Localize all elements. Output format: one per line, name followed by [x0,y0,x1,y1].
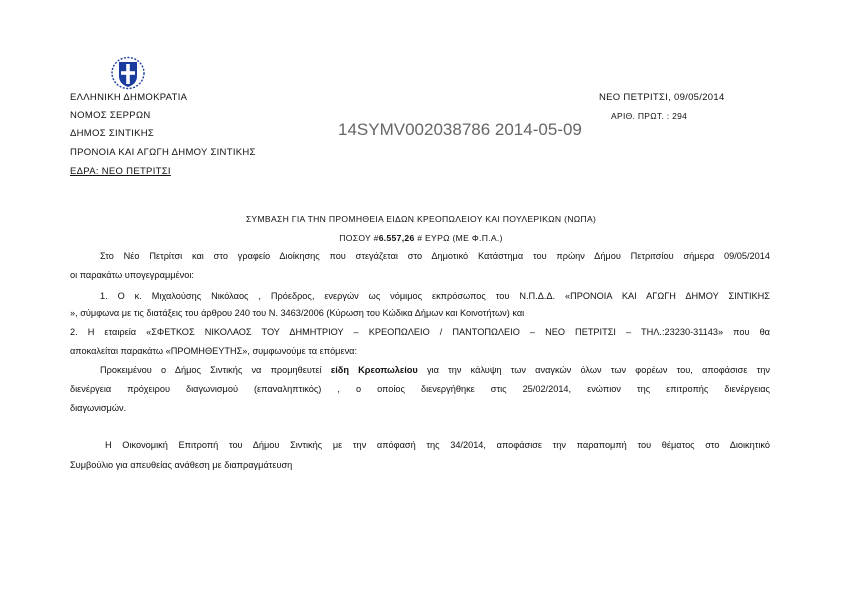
document-stamp-id: 14SYMV002038786 2014-05-09 [338,120,582,139]
header-place-date: ΝΕΟ ΠΕΤΡΙΤΣΙ, 09/05/2014 [599,92,725,103]
header-prefecture: ΝΟΜΟΣ ΣΕΡΡΩΝ [70,110,151,121]
paragraph-4-text-a: Προκειμένου ο Δήμος Σιντικής να προμηθευτεί [100,365,331,375]
header-municipality: ΔΗΜΟΣ ΣΙΝΤΙΚΗΣ [70,128,155,139]
header-organization: ΠΡΟΝΟΙΑ ΚΑΙ ΑΓΩΓΗ ΔΗΜΟΥ ΣΙΝΤΙΚΗΣ [70,147,256,158]
header-seat: ΕΔΡΑ: ΝΕΟ ΠΕΤΡΙΤΣΙ [70,166,171,177]
contract-amount [0,233,842,243]
amount-prefix: ΠΟΣΟΥ # [339,233,379,243]
greek-coat-of-arms-icon [110,56,146,90]
paragraph-4-line-1 [100,365,770,375]
paragraph-3-line-2: αποκαλείται παρακάτω «ΠΡΟΜΗΘΕΥΤΗΣ», συμφωνούμε τα επόμενα: [70,346,358,356]
paragraph-5-line-1: Η Οικονομική Επιτροπή του Δήμου Σιντικής με την απόφασή της 34/2014, αποφάσισε την παραπομπή του θέματος στο Διοικητικό [105,440,770,450]
paragraph-2-line-1: 1. Ο κ. Μιχαλούσης Νικόλαος , Πρόεδρος, ενεργών ως νόμιμος εκπρόσωπος του Ν.Π.Δ.Δ. «ΠΡΟΝΟΙΑ ΚΑΙ ΑΓΩΓΗ ΔΗΜΟΥ ΣΙΝΤΙΚΗΣ [100,291,770,301]
paragraph-4-line-2: διενέργεια πρόχειρου διαγωνισμού (επαναληπτικός) , ο οποίος διενεργήθηκε στις 25/02/2014, ενώπιον της επιτροπής διενέργειας [70,384,770,394]
paragraph-1-line-1: Στο Νέο Πετρίτσι και στο γραφείο Διοίκησης που στεγάζεται στο Δημοτικό Κατάστημα του πρώην Δήμου Πετριτσίου σήμερα 09/05/2014 [100,251,770,261]
document-title: ΣΥΜΒΑΣΗ ΓΙΑ ΤΗΝ ΠΡΟΜΗΘΕΙΑ ΕΙΔΩΝ ΚΡΕΟΠΩΛΕΙΟΥ ΚΑΙ ΠΟΥΛΕΡΙΚΩΝ (ΝΩΠΑ) [245,214,597,224]
paragraph-1-line-2: οι παρακάτω υπογεγραμμένοι: [70,270,194,280]
header-protocol-number: ΑΡΙΘ. ΠΡΩΤ. : 294 [611,111,688,121]
paragraph-5-line-2: Συμβούλιο για απευθείας ανάθεση με διαπραγμάτευση [70,460,293,470]
paragraph-4-text-b: για την κάλυψη των αναγκών όλων των φορέων του, αποφάσισε την [417,365,770,375]
paragraph-4-bold: είδη Κρεοπωλείου [330,365,418,375]
paragraph-3-line-1: 2. Η εταιρεία «ΣΦΕΤΚΟΣ ΝΙΚΟΛΑΟΣ ΤΟΥ ΔΗΜΗΤΡΙΟΥ – ΚΡΕΟΠΩΛΕΙΟ / ΠΑΝΤΟΠΩΛΕΙΟ – ΝΕΟ ΠΕΤΡΙΤΣΙ – ΤΗΛ.:23230-31143» που θα [70,327,770,337]
header-country: ΕΛΛΗΝΙΚΗ ΔΗΜΟΚΡΑΤΙΑ [70,92,188,103]
paragraph-2-line-2: », σύμφωνα με τις διατάξεις του άρθρου 240 του Ν. 3463/2006 (Κύρωση του Κώδικα Δήμων και Κοινοτήτων) και [70,308,525,318]
paragraph-4-line-3: διαγωνισμών. [70,403,127,413]
amount-value: 6.557,26 [378,233,415,243]
amount-suffix: # ΕΥΡΩ (ΜΕ Φ.Π.Α.) [414,233,503,243]
